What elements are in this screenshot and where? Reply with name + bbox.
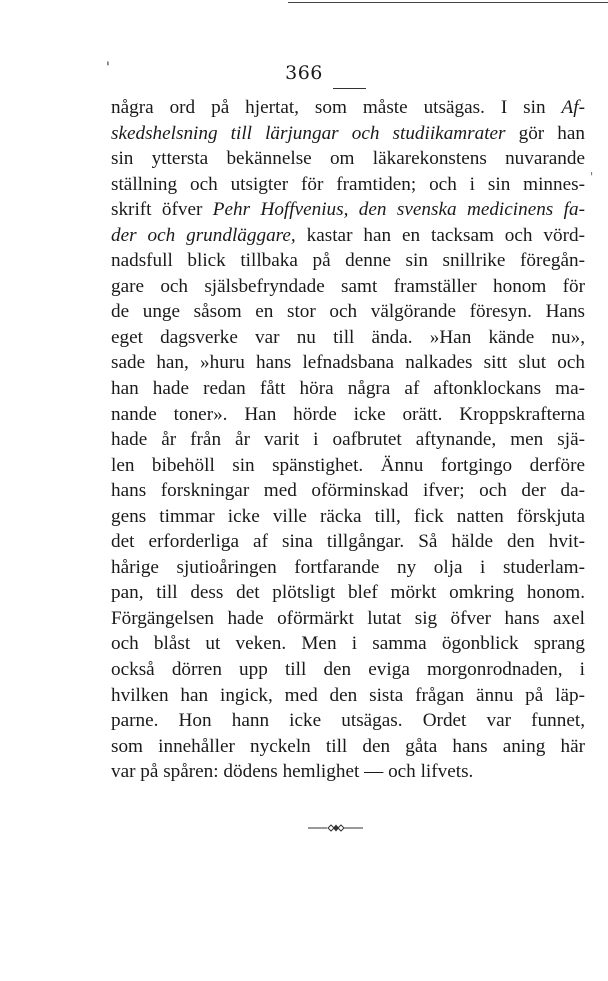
text-segment: några ord på hjertat, som måste utsägas. I sin	[111, 97, 562, 118]
text-segment: sin yttersta bekännelse om läkarekonstens nuvarande	[111, 148, 585, 170]
text-line	[111, 350, 585, 376]
text-line	[111, 683, 585, 709]
text-line	[111, 478, 585, 504]
text-segment: och blåst ut veken. Men i samma ögonblick sprang	[111, 633, 585, 655]
top-edge-rule	[288, 2, 608, 3]
text-line	[111, 299, 585, 325]
text-segment: hårige sjutioåringen fortfarande ny olja i studerlam-	[111, 556, 585, 578]
text-segment: gör han	[505, 122, 585, 144]
text-line	[111, 657, 585, 683]
text-segment: skrift öfver	[111, 199, 213, 221]
text-line	[111, 248, 585, 274]
text-segment: hade år från år varit i oafbrutet aftynande, men sjä-	[111, 429, 585, 451]
text-segment: hvilken han ingick, med den sista frågan ännu på läp-	[111, 684, 585, 706]
text-line	[111, 631, 585, 657]
text-line	[111, 427, 585, 453]
text-line	[111, 504, 585, 530]
text-line	[111, 529, 585, 555]
text-segment: som innehåller nyckeln till den gåta hans aning här	[111, 735, 585, 757]
margin-stray-mark: '	[590, 170, 594, 184]
text-segment: ställning och utsigter för framtiden; och i sin minnes-	[111, 173, 585, 195]
text-segment: var på spåren: dödens hemlighet — och lifvets.	[111, 761, 474, 783]
text-line	[111, 223, 585, 249]
margin-tick-mark: '	[106, 60, 110, 76]
text-line	[111, 376, 585, 402]
text-segment: gens timmar icke ville räcka till, fick natten förskjuta	[111, 505, 585, 527]
body-text	[111, 95, 585, 785]
text-line	[111, 146, 585, 172]
text-segment: pan, till dess det plötsligt blef mörkt omkring honom.	[111, 582, 585, 604]
text-segment: kastar han en tacksam och vörd-	[295, 224, 585, 246]
text-segment: gare och själsbefryndade samt framställer honom för	[111, 275, 585, 297]
text-line	[111, 453, 585, 479]
text-segment: också dörren upp till den eviga morgonrodnaden, i	[111, 659, 585, 681]
text-line	[111, 325, 585, 351]
text-line	[111, 121, 585, 147]
text-line	[111, 402, 585, 428]
text-segment: det erforderliga af sina tillgångar. Så hälde den hvit-	[111, 531, 585, 553]
text-segment: nadsfull blick tillbaka på denne sin snillrike föregån-	[111, 250, 585, 272]
page-number-underline	[333, 88, 366, 89]
text-segment: parne. Hon hann icke utsägas. Ordet var funnet,	[111, 710, 585, 732]
italic-text-segment: Af-	[561, 97, 585, 118]
text-line	[111, 555, 585, 581]
text-segment: Förgängelsen hade oförmärkt lutat sig öfver hans axel	[111, 607, 585, 629]
text-segment: han hade redan fått höra några af aftonklockans ma-	[111, 378, 585, 400]
ornament-divider-icon	[308, 822, 363, 834]
text-line	[111, 172, 585, 198]
text-segment: hans forskningar med oförminskad ifver; och der da-	[111, 480, 585, 502]
text-segment: nande toner». Han hörde icke orätt. Kroppskrafterna	[111, 403, 585, 425]
text-segment: len bibehöll sin spänstighet. Ännu fortgingo derföre	[111, 454, 585, 476]
text-segment: sade han, »huru hans lefnadsbana nalkades sitt slut och	[111, 352, 585, 374]
text-line	[111, 580, 585, 606]
text-line	[111, 95, 585, 121]
text-line	[111, 734, 585, 760]
text-segment: eget dagsverke var nu till ända. »Han kände nu»,	[111, 326, 585, 348]
text-line	[111, 606, 585, 632]
italic-text-segment: der och grundläggare,	[111, 224, 296, 246]
italic-text-segment: skedshelsning till lärjungar och studiikamrater	[111, 122, 506, 144]
italic-text-segment: Pehr Hoffvenius, den svenska medicinens fa-	[212, 199, 585, 221]
text-line	[111, 759, 585, 785]
page-number: 366	[285, 62, 323, 84]
text-line	[111, 708, 585, 734]
text-line	[111, 274, 585, 300]
text-segment: de unge såsom en stor och välgörande föresyn. Hans	[111, 301, 585, 323]
text-line	[111, 197, 585, 223]
